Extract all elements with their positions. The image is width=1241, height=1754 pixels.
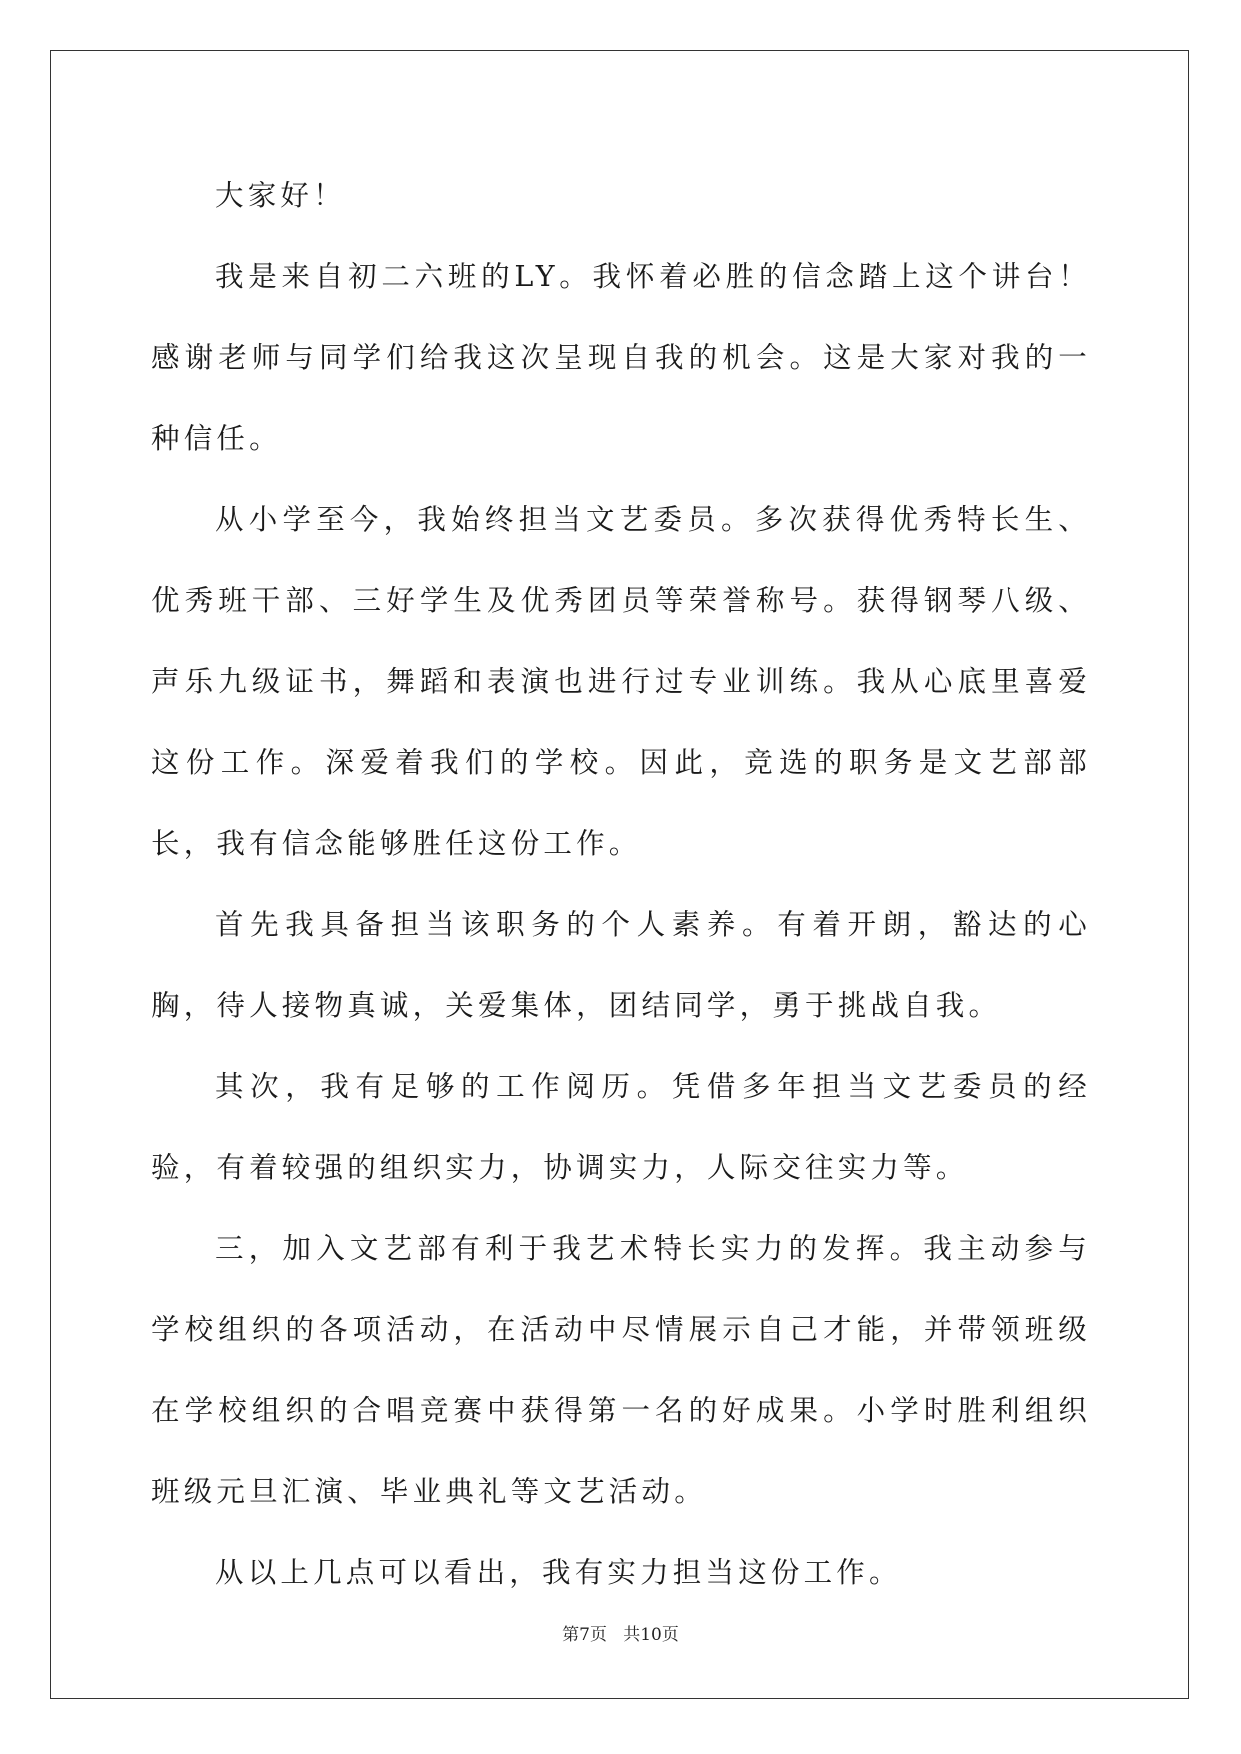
- qualities-paragraph: 首先我具备担当该职务的个人素养。有着开朗，豁达的心胸，待人接物真诚，关爱集体，团结同学，勇于挑战自我。: [151, 908, 1091, 1022]
- arts-talent-paragraph: 三，加入文艺部有利于我艺术特长实力的发挥。我主动参与学校组织的各项活动，在活动中尽情展示自己才能，并带领班级在学校组织的合唱竞赛中获得第一名的好成果。小学时胜利组织班级元旦汇演、毕业典礼等文艺活动。: [151, 1232, 1091, 1508]
- work-experience-paragraph: 其次，我有足够的工作阅历。凭借多年担当文艺委员的经验，有着较强的组织实力，协调实力，人际交往实力等。: [151, 1070, 1091, 1184]
- page-number: 第7页: [562, 1625, 607, 1645]
- page-footer: [0, 1620, 1241, 1645]
- experience-paragraph: 从小学至今，我始终担当文艺委员。多次获得优秀特长生、优秀班干部、三好学生及优秀团员等荣誉称号。获得钢琴八级、声乐九级证书，舞蹈和表演也进行过专业训练。我从心底里喜爱这份工作。深爱着我们的学校。因此，竞选的职务是文艺部部长，我有信念能够胜任这份工作。: [151, 503, 1091, 860]
- conclusion-paragraph: 从以上几点可以看出，我有实力担当这份工作。: [215, 1556, 902, 1589]
- document-body: [151, 155, 1091, 1613]
- page-total: 共10页: [623, 1625, 679, 1645]
- greeting-paragraph: 大家好！: [215, 179, 346, 212]
- intro-paragraph: 我是来自初二六班的LY。我怀着必胜的信念踏上这个讲台！感谢老师与同学们给我这次呈现自我的机会。这是大家对我的一种信任。: [151, 260, 1091, 455]
